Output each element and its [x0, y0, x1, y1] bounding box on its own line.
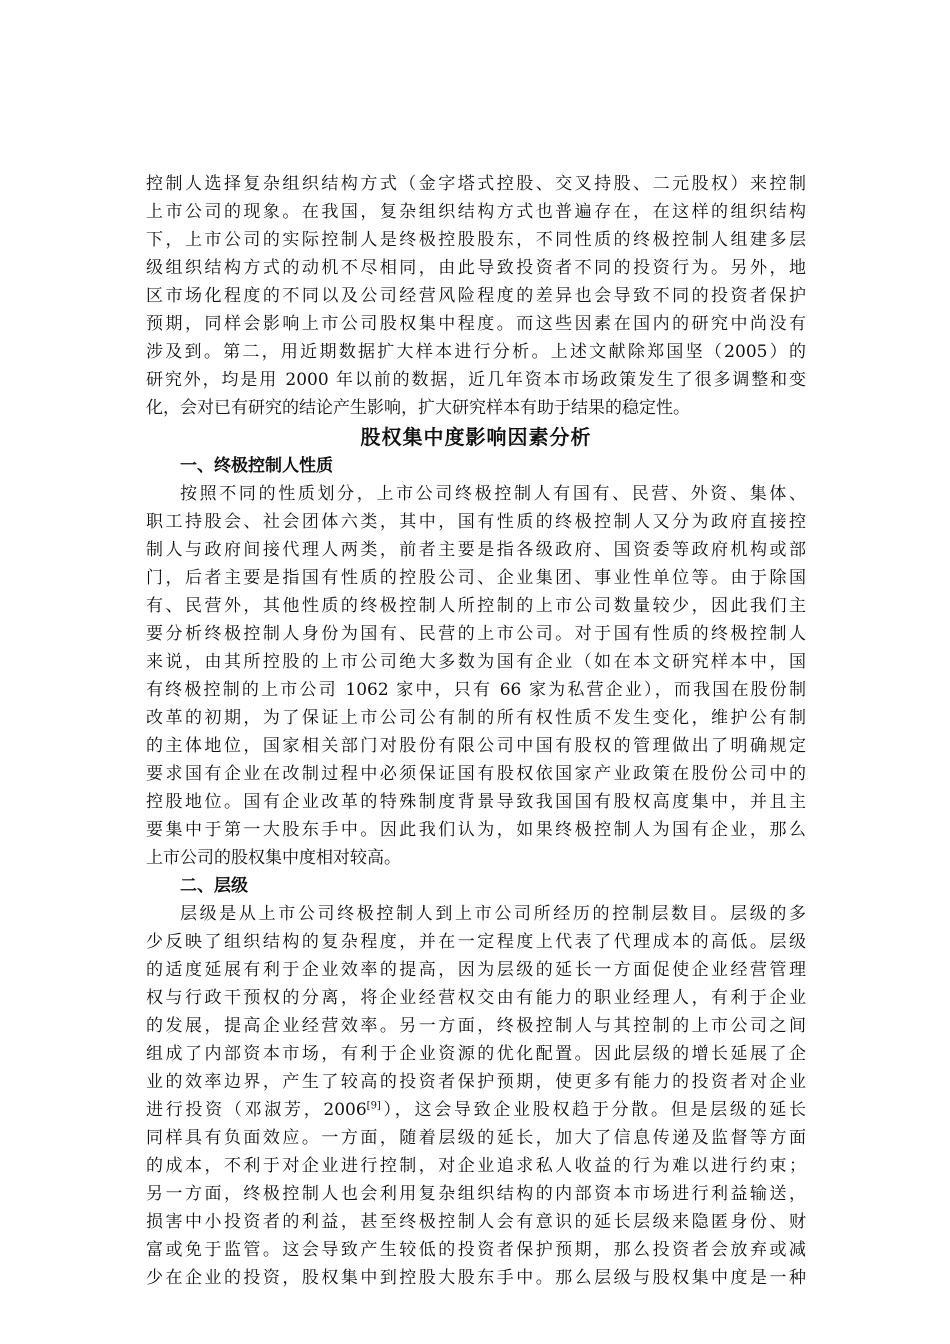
text-line: 控股地位。国有企业改革的特殊制度背景导致我国国有股权高度集中，并且主 — [146, 792, 806, 812]
intro-paragraph — [146, 170, 806, 422]
citation-text-before: 进行投资（邓淑芳，2006 — [146, 1100, 367, 1120]
text-line: 的适度延展有利于企业效率的提高，因为层级的延长一方面促使企业经营管理 — [146, 960, 806, 980]
text-line: 来说，由其所控股的上市公司绝大多数为国有企业（如在本文研究样本中，国 — [146, 652, 806, 672]
text-line: 少在企业的投资，股权集中到控股大股东手中。那么层级与股权集中度是一种 — [146, 1268, 806, 1288]
text-line: 制人与政府间接代理人两类，前者主要是指各级政府、国资委等政府机构或部 — [146, 540, 806, 560]
text-line: 的成本，不利于对企业进行控制，对企业追求私人收益的行为难以进行约束； — [146, 1156, 806, 1176]
text-line: 下，上市公司的实际控制人是终极控股股东，不同性质的终极控制人组建多层 — [146, 230, 806, 250]
text-line: 区市场化程度的不同以及公司经营风险程度的差异也会导致不同的投资者保护 — [146, 286, 806, 306]
text-line-with-citation — [146, 1096, 806, 1124]
text-line: 研究外，均是用 2000 年以前的数据，近几年资本市场政策发生了很多调整和变 — [146, 370, 806, 390]
section-2-paragraph — [146, 900, 806, 1292]
text-line: 层级是从上市公司终极控制人到上市公司所经历的控制层数目。层级的多 — [180, 904, 806, 924]
text-line: 的发展，提高企业经营效率。另一方面，终极控制人与其控制的上市公司之间 — [146, 1016, 806, 1036]
text-line: 业的效率边界，产生了较高的投资者保护预期，使更多有能力的投资者对企业 — [146, 1072, 806, 1092]
text-line: 另一方面，终极控制人也会利用复杂组织结构的内部资本市场进行利益输送， — [146, 1184, 806, 1204]
text-line: 门，后者主要是指国有性质的控股公司、企业集团、事业性单位等。由于除国 — [146, 568, 806, 588]
text-line: 级组织结构方式的动机不尽相同，由此导致投资者不同的投资行为。另外，地 — [146, 258, 806, 278]
text-line: 预期，同样会影响上市公司股权集中程度。而这些因素在国内的研究中尚没有 — [146, 314, 806, 334]
text-line: 损害中小投资者的利益，甚至终极控制人会有意识的延长层级来隐匿身份、财 — [146, 1212, 806, 1232]
section-title: 股权集中度影响因素分析 — [360, 425, 592, 449]
text-line: 富或免于监管。这会导致产生较低的投资者保护预期，那么投资者会放弃或减 — [146, 1240, 806, 1260]
text-line: 上市公司的现象。在我国，复杂组织结构方式也普遍存在，在这样的组织结构 — [146, 202, 806, 222]
text-line: 化，会对已有研究的结论产生影响，扩大研究样本有助于结果的稳定性。 — [146, 398, 690, 418]
text-line: 权与行政干预权的分离，将企业经营权交由有能力的职业经理人，有利于企业 — [146, 988, 806, 1008]
text-line: 少反映了组织结构的复杂程度，并在一定程度上代表了代理成本的高低。层级 — [146, 932, 806, 952]
citation-reference[interactable]: [9] — [366, 1100, 381, 1112]
text-line: 组成了内部资本市场，有利于企业资源的优化配置。因此层级的增长延展了企 — [146, 1044, 806, 1064]
text-line: 有终极控制的上市公司 1062 家中，只有 66 家为私营企业），而我国在股份制 — [146, 680, 806, 700]
section-heading-1: 一、终极控制人性质 — [180, 456, 333, 476]
document-page — [146, 170, 806, 1292]
text-line: 改革的初期，为了保证上市公司公有制的所有权性质不发生变化，维护公有制 — [146, 708, 806, 728]
text-line: 同样具有负面效应。一方面，随着层级的延长，加大了信息传递及监督等方面 — [146, 1128, 806, 1148]
section-1-paragraph — [146, 480, 806, 872]
text-line: 要分析终极控制人身份为国有、民营的上市公司。对于国有性质的终极控制人 — [146, 624, 806, 644]
text-line: 有、民营外，其他性质的终极控制人所控制的上市公司数量较少，因此我们主 — [146, 596, 806, 616]
text-line: 控制人选择复杂组织结构方式（金字塔式控股、交叉持股、二元股权）来控制 — [146, 174, 806, 194]
text-line: 上市公司的股权集中度相对较高。 — [146, 848, 401, 868]
section-heading-2: 二、层级 — [180, 876, 248, 896]
text-line: 按照不同的性质划分，上市公司终极控制人有国有、民营、外资、集体、 — [180, 484, 806, 504]
text-line: 涉及到。第二，用近期数据扩大样本进行分析。上述文献除郑国坚（2005）的 — [146, 342, 806, 362]
text-line: 要集中于第一大股东手中。因此我们认为，如果终极控制人为国有企业，那么 — [146, 820, 806, 840]
text-line: 要求国有企业在改制过程中必须保证国有股权依国家产业政策在股份公司中的 — [146, 764, 806, 784]
citation-text-after: ），这会导致企业股权趋于分散。但是层级的延长 — [380, 1100, 807, 1120]
text-line: 职工持股会、社会团体六类，其中，国有性质的终极控制人又分为政府直接控 — [146, 512, 806, 532]
text-line: 的主体地位，国家相关部门对股份有限公司中国有股权的管理做出了明确规定 — [146, 736, 806, 756]
